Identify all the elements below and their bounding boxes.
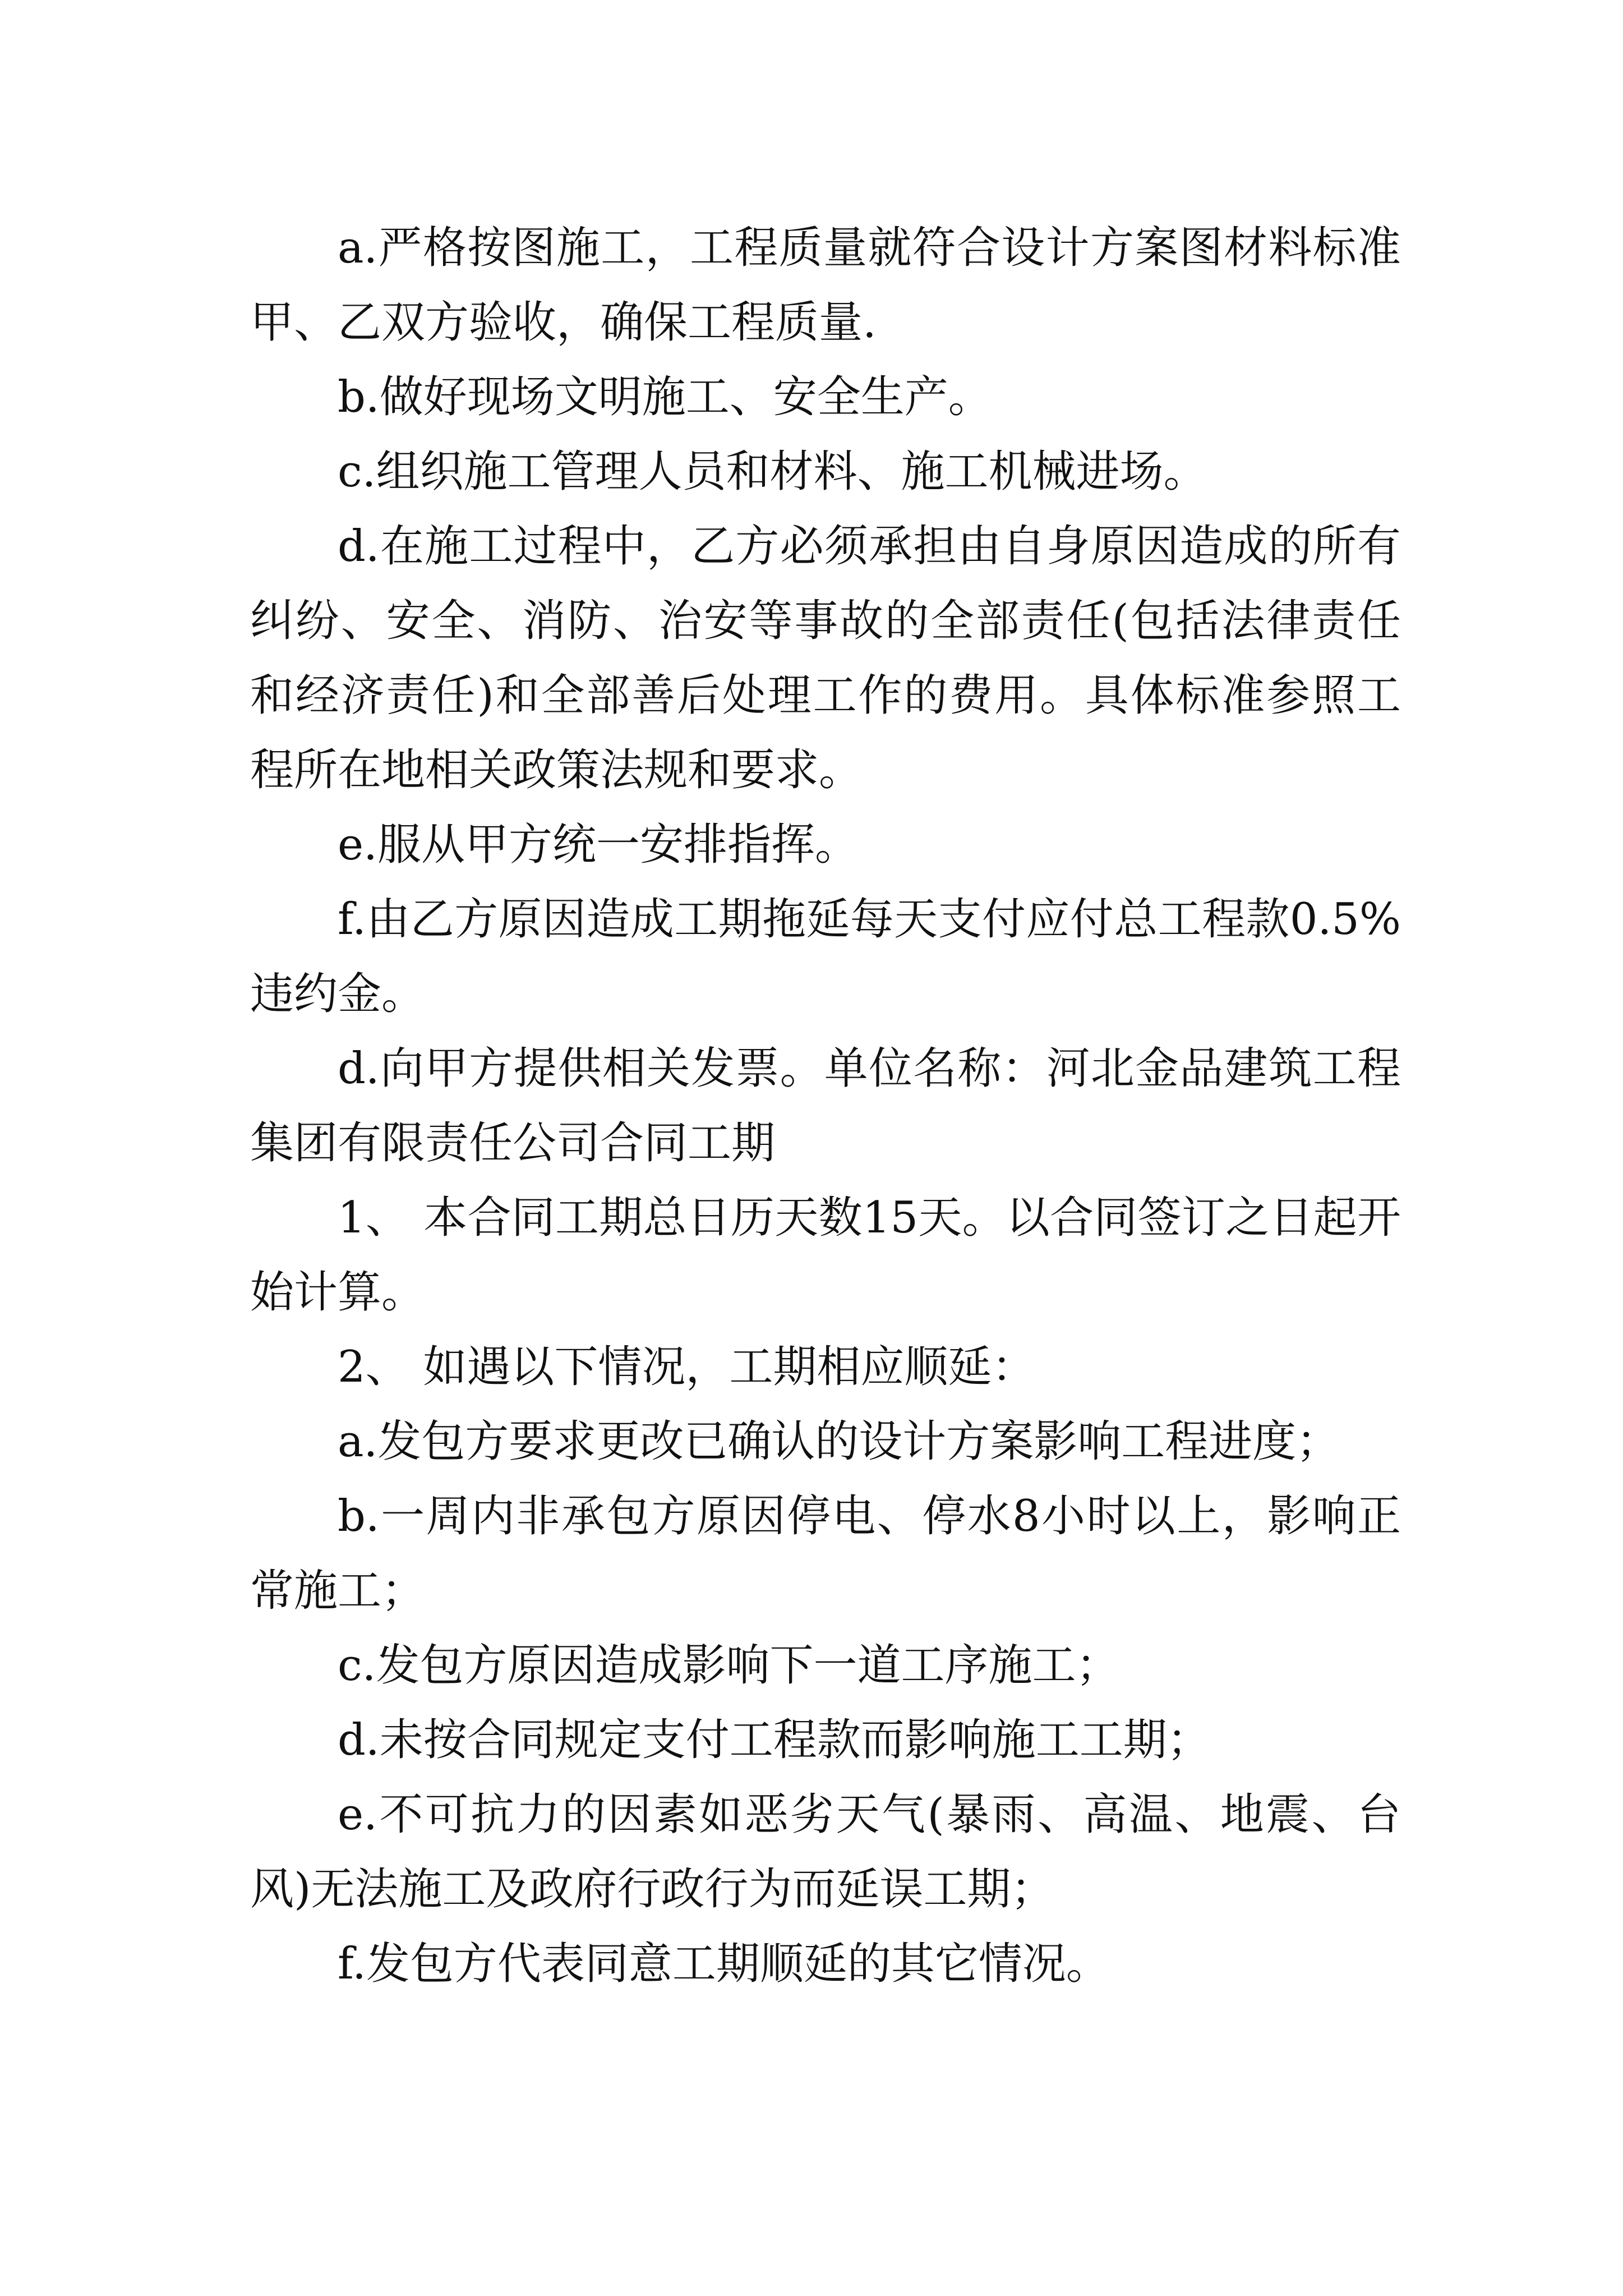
clause-d-invoice: d.向甲方提供相关发票。单位名称：河北金品建筑工程集团有限责任公司合同工期 <box>250 1043 1401 1168</box>
document-body <box>250 211 1401 2001</box>
extension-case-a: a.发包方要求更改已确认的设计方案影响工程进度； <box>338 1416 1340 1467</box>
clause-c-personnel-materials: c.组织施工管理人员和材料、施工机械进场。 <box>338 447 1207 497</box>
extension-case-d: d.未按合同规定支付工程款而影响施工工期； <box>338 1715 1211 1765</box>
extension-case-f: f.发包方代表同意工期顺延的其它情况。 <box>338 1939 1110 1989</box>
term-item-1: 1、 本合同工期总日历天数15天。以合同签订之日起开始计算。 <box>250 1193 1401 1318</box>
clause-d-responsibility: d.在施工过程中，乙方必须承担由自身原因造成的所有纠纷、安全、消防、治安等事故的全部责任(包括法律责任和经济责任)和全部善后处理工作的费用。具体标准参照工程所在地相关政策法规和要求。 <box>250 521 1401 795</box>
clause-e-obey-arrangement: e.服从甲方统一安排指挥。 <box>338 820 859 870</box>
term-item-2: 2、 如遇以下情况，工期相应顺延： <box>338 1342 1036 1392</box>
clause-f-delay-penalty: f.由乙方原因造成工期拖延每天支付应付总工程款0.5%违约金。 <box>250 894 1401 1019</box>
extension-case-e: e.不可抗力的因素如恶劣天气(暴雨、高温、地震、台风)无法施工及政府行政行为而延误工期； <box>250 1789 1401 1915</box>
clause-b-safety: b.做好现场文明施工、安全生产。 <box>338 372 992 422</box>
extension-case-c: c.发包方原因造成影响下一道工序施工； <box>338 1640 1120 1691</box>
extension-case-b: b.一周内非承包方原因停电、停水8小时以上，影响正常施工； <box>250 1491 1401 1616</box>
clause-a-construction-quality: a.严格按图施工，工程质量就符合设计方案图材料标准甲、乙双方验收，确保工程质量. <box>250 223 1401 348</box>
